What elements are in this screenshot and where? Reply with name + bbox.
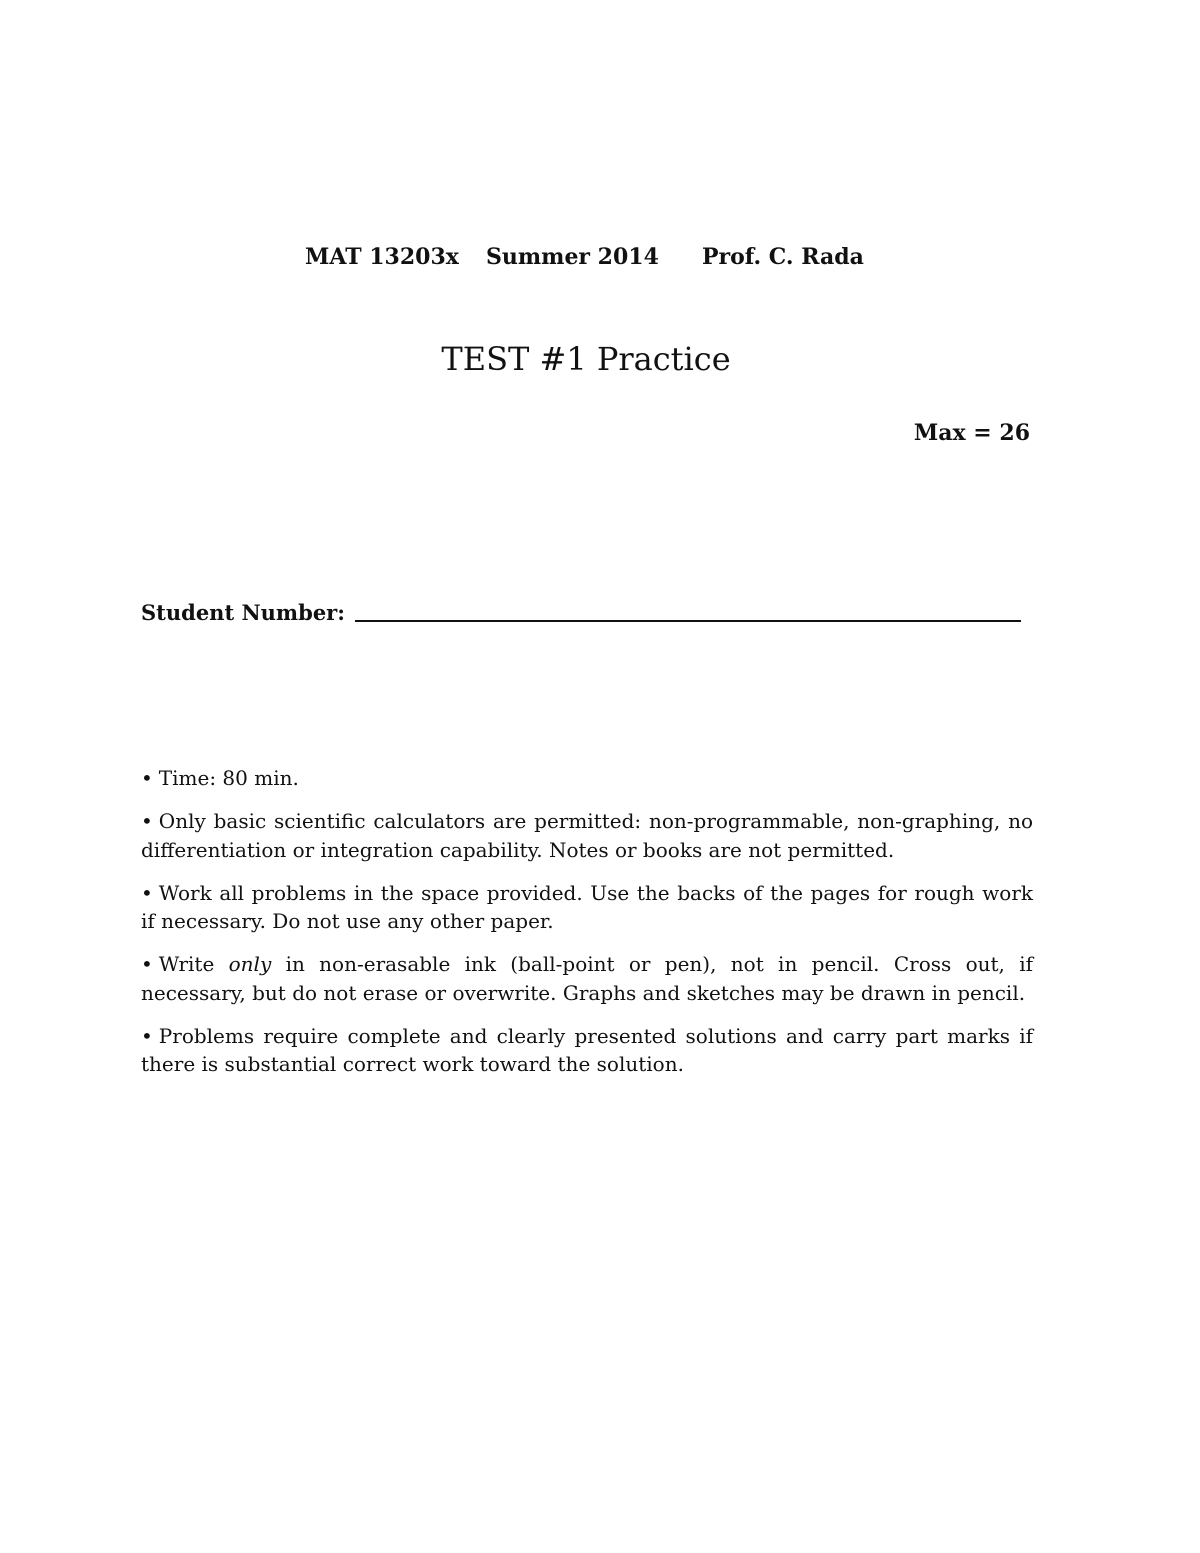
instruction-text-post: in non-erasable ink (ball-point or pen), not in pencil. Cross out, if necessary, but do not erase or overwrite. Graphs and sketches may be drawn in pencil. bbox=[141, 952, 1034, 1005]
instruction-work-space bbox=[141, 879, 1033, 936]
instructions-list bbox=[141, 764, 1033, 1093]
instruction-ink bbox=[141, 950, 1033, 1007]
instruction-text: Problems require complete and clearly presented solutions and carry part marks if there is substantial correct work toward the solution. bbox=[141, 1023, 1033, 1076]
bullet-icon: • bbox=[141, 880, 153, 905]
course-header bbox=[0, 244, 1200, 274]
course-term: Summer 2014 bbox=[486, 244, 659, 270]
student-number-row bbox=[141, 600, 1021, 630]
student-number-label: Student Number: bbox=[141, 600, 346, 625]
instructor-name: Prof. C. Rada bbox=[702, 244, 864, 270]
instruction-calculators bbox=[141, 807, 1033, 864]
test-title: TEST #1 Practice bbox=[441, 340, 731, 378]
instruction-text: Time: 80 min. bbox=[158, 766, 299, 790]
max-score: Max = 26 bbox=[913, 420, 1030, 446]
bullet-icon: • bbox=[141, 952, 153, 976]
student-number-field[interactable] bbox=[355, 620, 1021, 622]
bullet-icon: • bbox=[141, 1023, 153, 1048]
instruction-time bbox=[141, 764, 1033, 793]
instruction-text-pre: Write bbox=[158, 952, 215, 976]
instruction-solutions bbox=[141, 1022, 1033, 1079]
instruction-text: Work all problems in the space provided. Use the backs of the pages for rough work if necessary. Do not use any other paper. bbox=[141, 880, 1033, 933]
course-code: MAT 13203x bbox=[305, 244, 459, 270]
instruction-emphasis: only bbox=[228, 952, 272, 976]
bullet-icon: • bbox=[141, 809, 153, 833]
bullet-icon: • bbox=[141, 766, 153, 790]
instruction-text: Only basic scientific calculators are permitted: non-programmable, non-graphing, no differentiation or integration capability. Notes or books are not permitted. bbox=[141, 809, 1033, 862]
